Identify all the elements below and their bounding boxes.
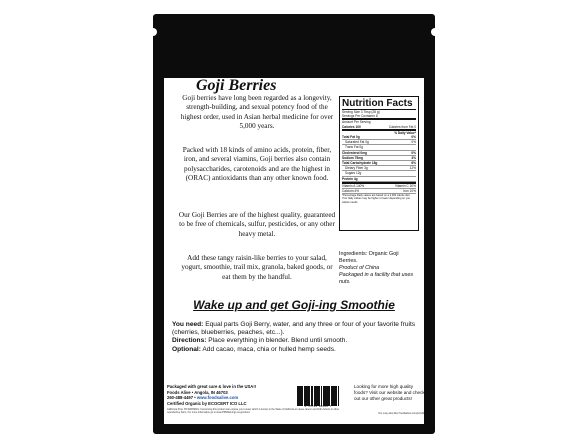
barcode xyxy=(297,380,339,406)
company-address: Foods Alive • Angola, IN 46703 xyxy=(167,389,228,395)
nutrition-title: Nutrition Facts xyxy=(342,98,416,110)
description-paragraph-1: Goji berries have long been regarded as a longevity, strength-building, and sexual potency food of the highest order, used in Asian herbal medicine for over 5,000 years. xyxy=(180,94,334,131)
smoothie-title: Wake up and get Goji-ing Smoothie xyxy=(193,298,395,312)
tear-notch-left xyxy=(153,28,157,36)
nutrient-row: Sugars 12g xyxy=(345,171,362,176)
certification-line: Certified Organic by ECOCERT ICO LLC xyxy=(167,400,247,406)
description-paragraph-3: Our Goji Berries are of the highest quality, guaranteed to be free of chemicals, sulfur, pesticides, or any other heavy metal. xyxy=(178,211,336,238)
promo-website: You may also like! foodsalive.com/prod3 xyxy=(377,412,424,415)
nutrition-facts-panel xyxy=(339,96,419,231)
nutrient-row: Protein 4g xyxy=(342,176,358,181)
barcode-number: 8 55789 00290 7 xyxy=(304,405,332,408)
website-link[interactable]: www.foodsalive.com xyxy=(196,395,239,401)
servings-per-container: Servings Per Container 8 xyxy=(342,114,378,119)
directions-line: Directions: Place everything in blender. Blend until smooth. xyxy=(172,337,348,345)
packed-line: Packaged with great care & love in the USA!! xyxy=(167,384,257,389)
nutrient-row: Trans Fat 0g xyxy=(345,145,363,150)
ingredients-block xyxy=(339,251,417,286)
company-info xyxy=(167,384,287,406)
nutrient-rows xyxy=(342,135,416,182)
optional-line: Optional: Add cacao, maca, chia or hulled hemp seeds. xyxy=(172,345,336,353)
description-paragraph-2: Packed with 18 kinds of amino acids, protein, fiber, iron, and several viamins, Goji berries also contain polysaccharides, carotenoids and are the highest in (ORAC) antioxidants than any other known food. xyxy=(182,146,332,183)
calories-row: Calories 100 Calories from Fat 0 xyxy=(342,124,416,129)
nutrition-footnote: *Percentage Daily values are based on a 2,000 calorie diet. Your daily values may be higher or lower depending on you calorie needs xyxy=(342,194,411,204)
prop65-warning: California Prop. 65 WARNING: Consuming this product can expose you to lead, which is known to the State of California to cause cancer and birth defects or other reproductive harm. For more information go to www.P65Warnings.ca.gov/food. xyxy=(167,408,340,414)
nutrient-row: Total Fat 0g 0% xyxy=(342,135,416,140)
tear-notch-right xyxy=(431,28,435,36)
promo-text: Looking for more high quality foods? Visit our website and check out our other great products! xyxy=(354,384,425,401)
amount-per-serving: Amount Per Serving xyxy=(342,120,371,125)
nutrient-row: Cholesterol 0mg 0% xyxy=(342,150,416,155)
serving-size: Serving Size 3 Tbsp (28 g) xyxy=(342,110,380,114)
nutrient-row: Sodium 75mg 3% xyxy=(342,155,416,160)
contact-line: 260-488-4497 • www.foodsalive.com xyxy=(167,395,239,401)
package-footer xyxy=(164,376,425,415)
vitamin-row: Calcium 4% Iron 10% xyxy=(342,189,416,194)
origin-text: Product of China xyxy=(339,265,380,271)
vitamin-row: Vitamin A 140% Vitamin C 20% xyxy=(342,183,416,188)
you-need-line: You need: Equal parts Goji Berry, water, and any three or four of your favorite fruits (cherries, blueberries, peaches, etc...). xyxy=(172,321,416,337)
nutrient-row: Saturated Fat 0g 0% xyxy=(345,140,416,145)
ingredients-text: Ingredients: Organic Goji Berries. xyxy=(339,251,399,264)
nutrient-row: Dietary Fiber 3g 12% xyxy=(345,166,416,171)
description-paragraph-4: Add these tangy raisin-like berries to your salad, yogurt, smoothie, trail mix, granola, baked goods, or eat them by the handful. xyxy=(181,254,333,281)
product-title: Goji Berries xyxy=(196,77,277,94)
allergen-note: Packaged in a facility that uses nuts. xyxy=(339,272,414,285)
smoothie-recipe xyxy=(172,321,422,354)
vitamin-rows xyxy=(342,184,416,194)
daily-value-header: % Daily Value* xyxy=(394,130,416,135)
nutrient-row: Total Carbohydrate 18g 6% xyxy=(342,161,416,166)
